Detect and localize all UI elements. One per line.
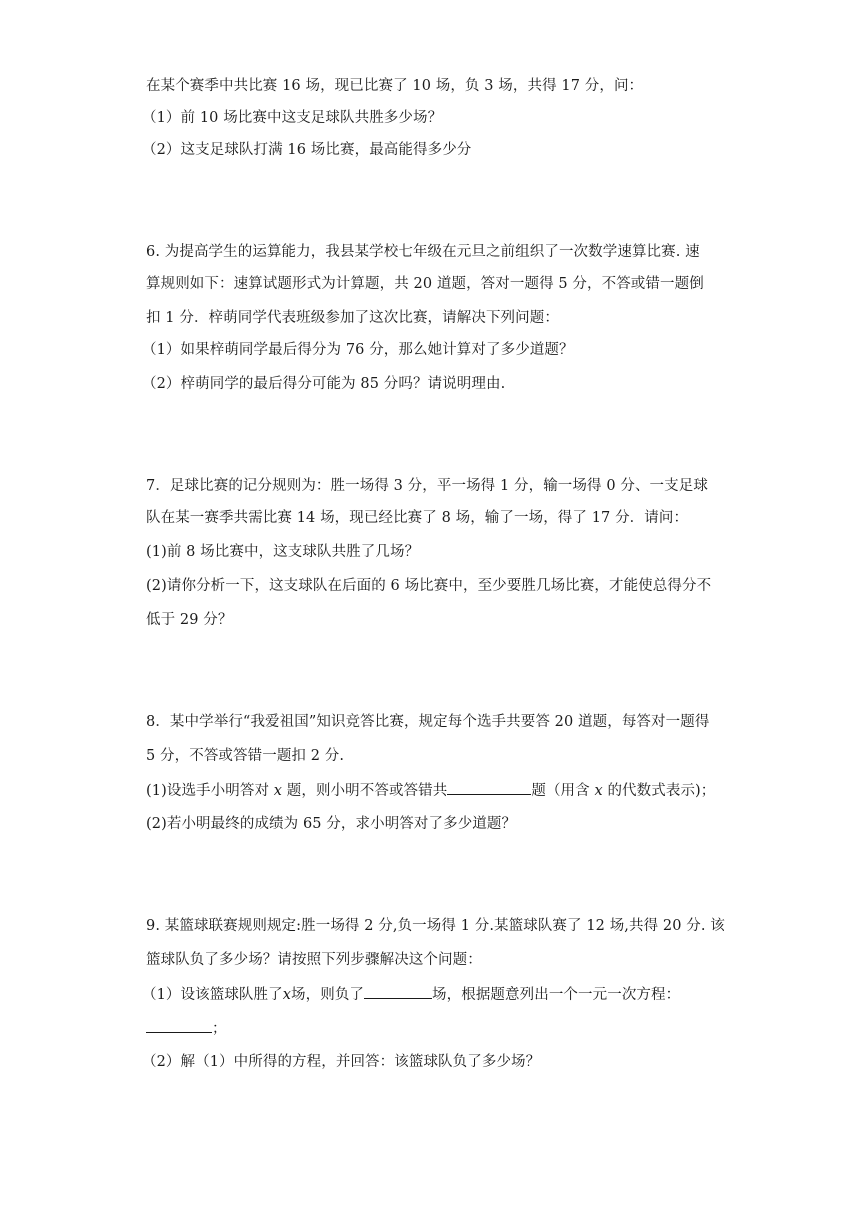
problem5-question1: （1）前 10 场比赛中这支足球队共胜多少场？ [142,110,443,126]
problem8-line1: 8．某中学举行“我爱祖国”知识竞答比赛，规定每个选手共要答 20 道题，每答对一题得 [146,714,710,730]
problem8-answer-blank[interactable] [447,780,531,795]
problem9-q1-variable: x [282,987,292,1003]
problem8-q1-mid: 题，则小明不答或答错共 [282,783,448,799]
problem8-question1 [146,780,715,801]
problem9-line1: 9. 某篮球联赛规则规定:胜一场得 2 分,负一场得 1 分.某篮球队赛了 12 场,共得 20 分. 该 [146,918,725,934]
problem6-question2: （2）梓萌同学的最后得分可能为 85 分吗？请说明理由. [142,376,506,392]
problem6-question1: （1）如果梓萌同学最后得分为 76 分，那么她计算对了多少道题？ [142,342,574,358]
problem7-line1: 7．足球比赛的记分规则为：胜一场得 3 分，平一场得 1 分，输一场得 0 分、一支足球 [146,478,708,494]
problem9-line2: 篮球队负了多少场？请按照下列步骤解决这个问题： [146,952,482,968]
problem6-line3: 扣 1 分．梓萌同学代表班级参加了这次比赛，请解决下列问题： [146,310,559,326]
problem9-question1-line2 [146,1018,227,1039]
problem8-question2: (2)若小明最终的成绩为 65 分，求小明答对了多少道题？ [146,816,517,832]
problem7-line2: 队在某一赛季共需比赛 14 场，现已经比赛了 8 场，输了一场，得了 17 分．请问： [146,510,689,526]
problem5-intro: 在某个赛季中共比赛 16 场，现已比赛了 10 场，负 3 场，共得 17 分，问： [146,78,644,94]
problem8-q1-variable2: x [594,783,603,799]
problem8-q1-variable: x [273,783,283,799]
problem7-question1: (1)前 8 场比赛中，这支球队共胜了几场？ [146,544,420,560]
problem9-q1-line2-end: ； [212,1021,227,1037]
problem8-q1-end: 的代数式表示)； [602,783,716,799]
problem6-line2: 算规则如下：速算试题形式为计算题，共 20 道题，答对一题得 5 分，不答或错一题倒 [146,276,704,292]
problem7-question2-line2: 低于 29 分？ [146,612,233,628]
problem9-q1-suffix: 场，根据题意列出一个一元一次方程： [432,987,681,1003]
problem8-line2: 5 分，不答或答错一题扣 2 分. [146,748,345,764]
problem9-q1-prefix: （1）设该篮球队胜了 [142,987,283,1003]
problem5-question2: （2）这支足球队打满 16 场比赛，最高能得多少分 [142,142,472,158]
problem9-q1-mid: 场，则负了 [291,987,365,1003]
problem8-q1-suffix: 题（用含 [531,783,595,799]
problem7-question2-line1: (2)请你分析一下，这支球队在后面的 6 场比赛中，至少要胜几场比赛，才能使总得分不 [146,578,712,594]
problem9-question2: （2）解（1）中所得的方程，并回答：该篮球队负了多少场？ [142,1054,541,1070]
problem9-question1 [142,984,680,1005]
problem9-losses-blank[interactable] [364,984,432,999]
problem9-equation-blank[interactable] [146,1018,212,1033]
problem6-line1: 6. 为提高学生的运算能力，我县某学校七年级在元旦之前组织了一次数学速算比赛. 速 [146,244,700,260]
problem8-q1-prefix: (1)设选手小明答对 [146,783,274,799]
